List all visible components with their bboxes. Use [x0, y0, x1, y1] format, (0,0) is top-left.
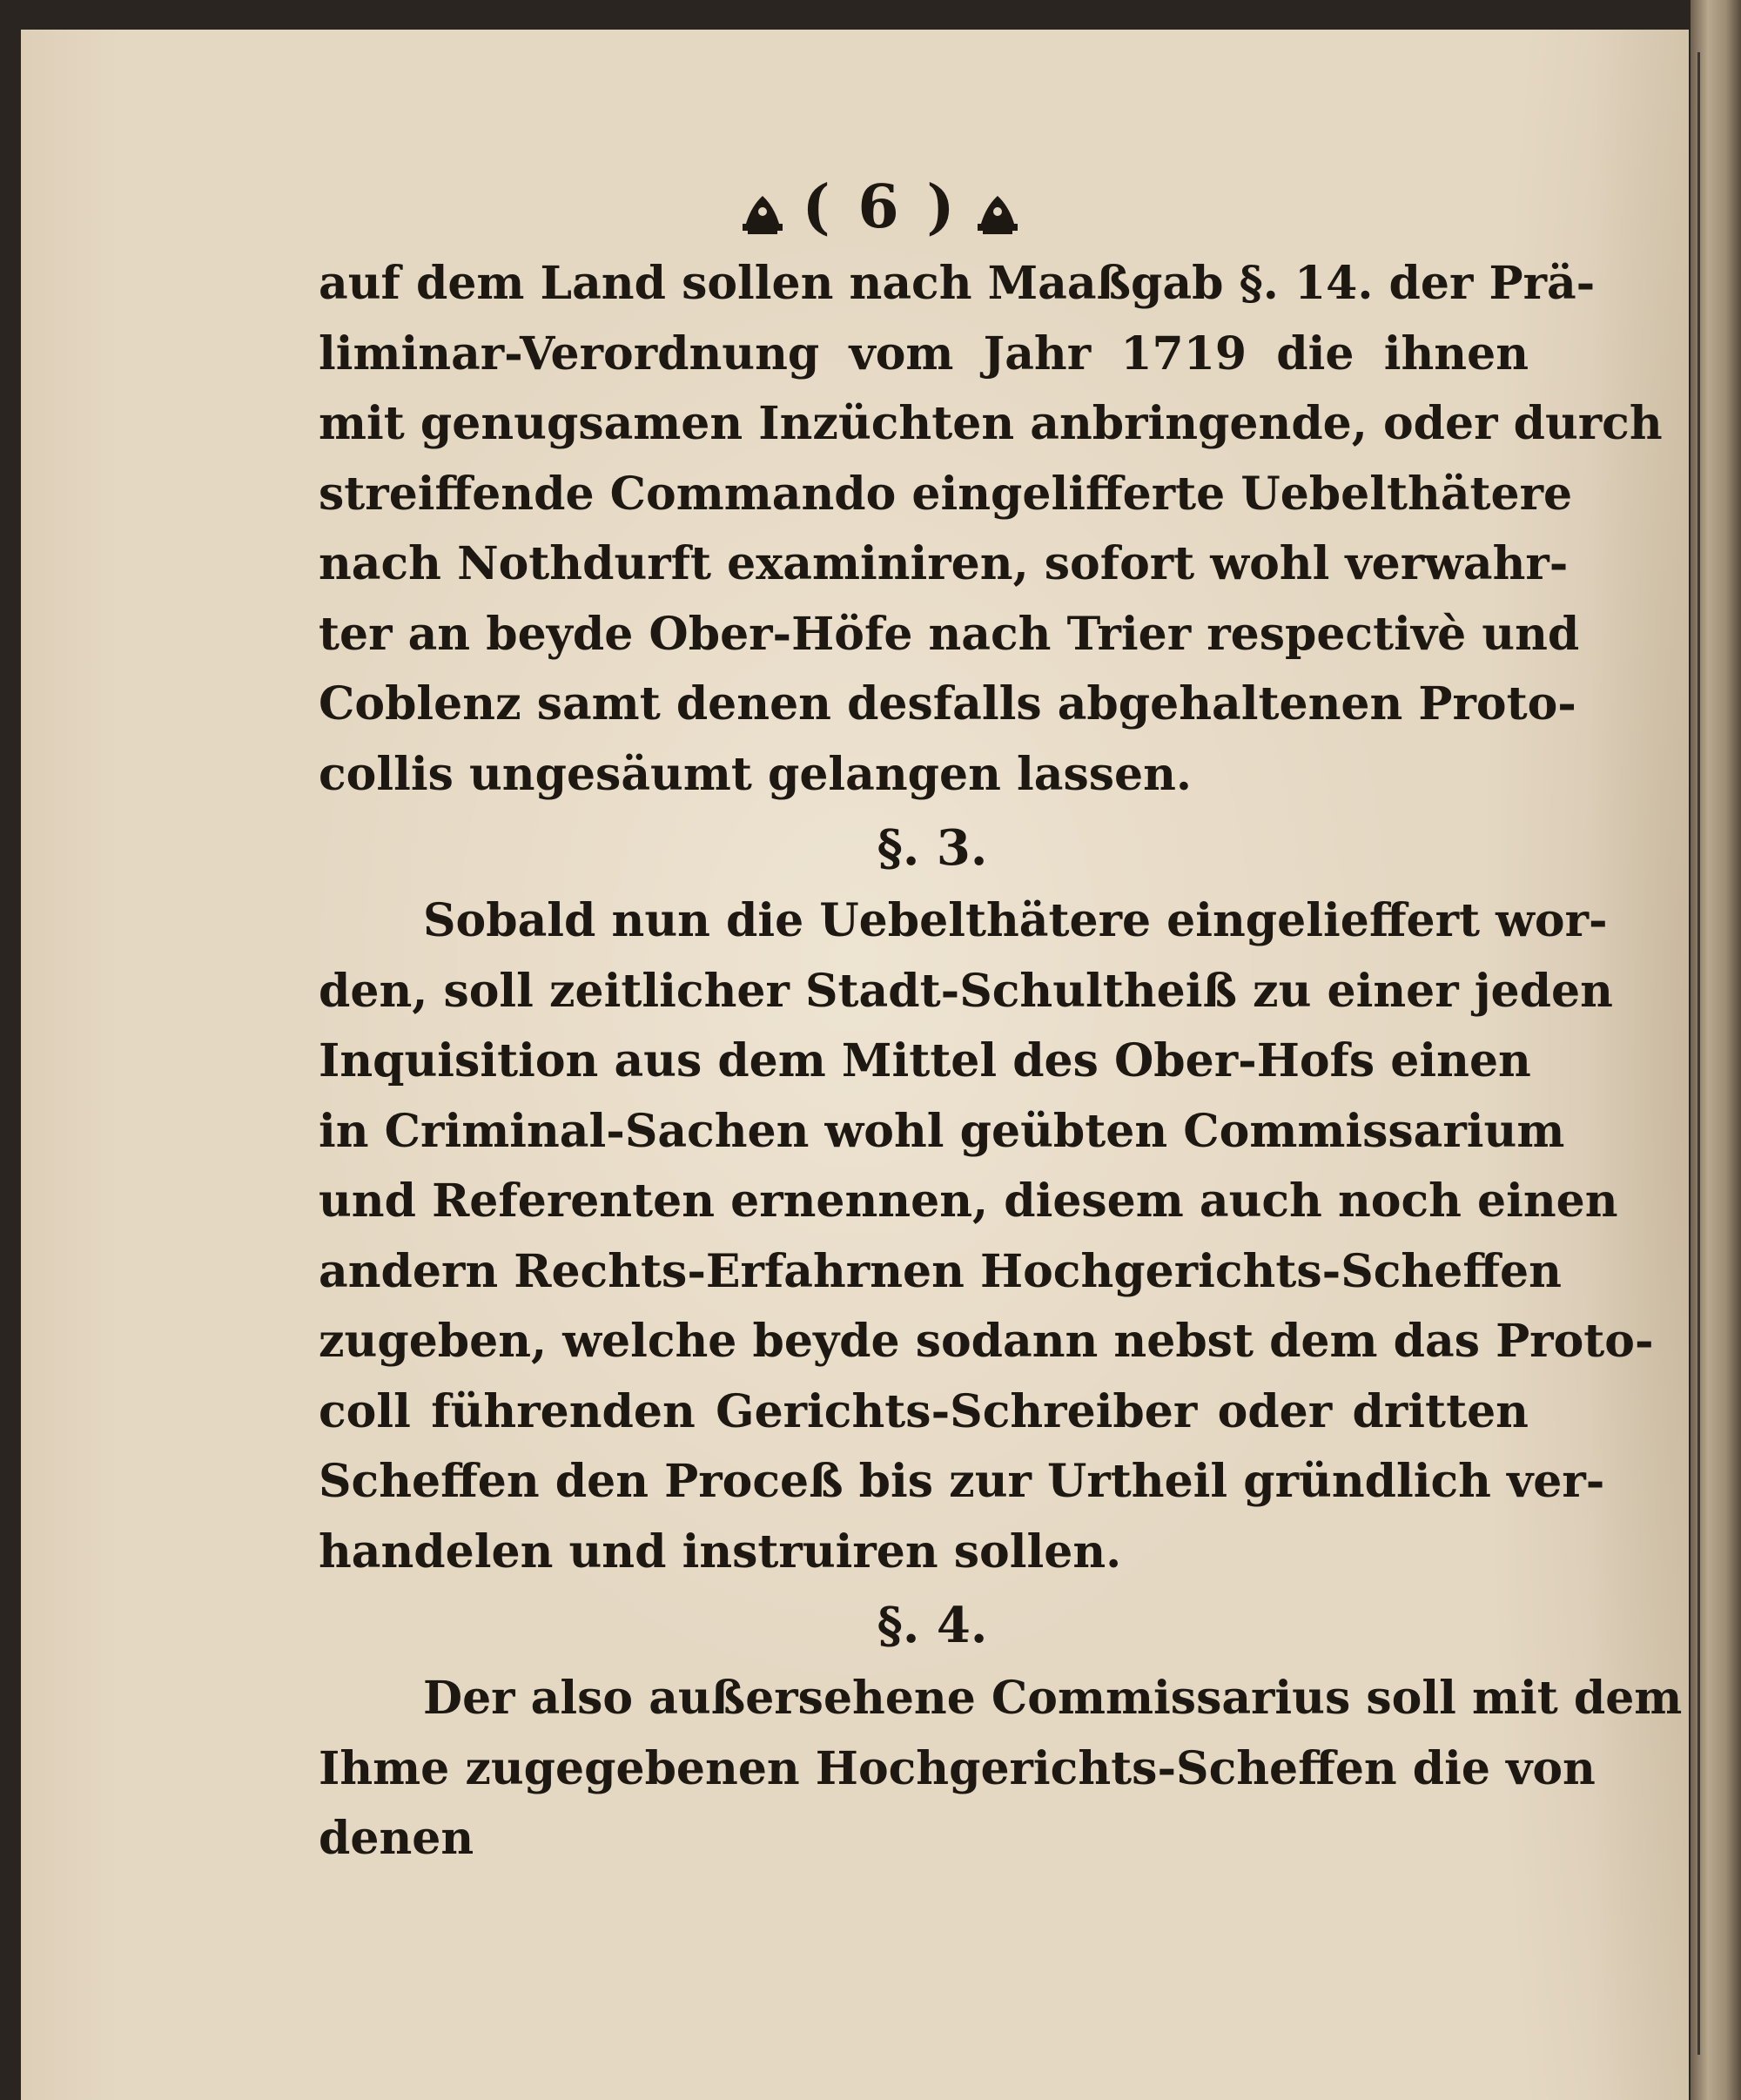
text-line: den, soll zeitlicher Stadt-Schultheiß zu einer jeden: [319, 964, 1613, 1018]
catchword: denen: [319, 1812, 474, 1865]
text-line: Der also außersehene Commissarius soll mit dem: [423, 1672, 1683, 1725]
text-line: Ihme zugegebenen Hochgerichts-Scheffen die von: [319, 1741, 1596, 1795]
text-line: nach Nothdurft examiniren, sofort wohl verwahr-: [319, 537, 1569, 590]
text-line: coll führenden Gerichts-Schreiber oder dritten: [319, 1384, 1529, 1438]
text-line: Sobald nun die Uebelthätere eingelieffert wor-: [423, 894, 1608, 947]
text-line: handelen und instruiren sollen.: [319, 1525, 1122, 1578]
text-line: zugeben, welche beyde sodann nebst dem das Proto-: [319, 1315, 1654, 1368]
page-header: [232, 165, 1529, 249]
text-line: Inquisition aus dem Mittel des Ober-Hofs einen: [319, 1034, 1531, 1087]
text-line: mit genugsamen Inzüchten anbringende, oder durch: [319, 397, 1663, 450]
text-line: Scheffen den Proceß bis zur Urtheil gründlich ver-: [319, 1455, 1605, 1508]
fleuron-ornament-icon: [974, 189, 1021, 236]
text-line: andern Rechts-Erfahrnen Hochgerichts-Scheffen: [319, 1244, 1562, 1298]
text-line: streiffende Commando eingelifferte Uebelthätere: [319, 467, 1573, 521]
text-line: auf dem Land sollen nach Maaßgab §. 14. der Prä-: [319, 257, 1596, 310]
section-heading-4: §. 4.: [877, 1597, 988, 1654]
text-line: ter an beyde Ober-Höfe nach Trier respectivè und: [319, 607, 1580, 661]
text-line: in Criminal-Sachen wohl geübten Commissarium: [319, 1104, 1565, 1158]
paragraph-1: [319, 249, 1663, 810]
text-line: liminar-Verordnung vom Jahr 1719 die ihnen: [319, 326, 1529, 380]
text-line: collis ungesäumt gelangen lassen.: [319, 747, 1193, 801]
section-heading-3: §. 3.: [877, 819, 988, 877]
page-text: [319, 165, 1683, 1875]
text-line: Coblenz samt denen desfalls abgehaltenen Proto-: [319, 677, 1576, 730]
page-fold-line: [1697, 52, 1700, 2055]
text-line: und Referenten ernennen, diesem auch noch einen: [319, 1175, 1618, 1228]
paragraph-3: [319, 1664, 1683, 1875]
page-number: ( 6 ): [802, 172, 958, 242]
fleuron-ornament-icon: [739, 189, 786, 236]
paragraph-2: [319, 886, 1654, 1587]
